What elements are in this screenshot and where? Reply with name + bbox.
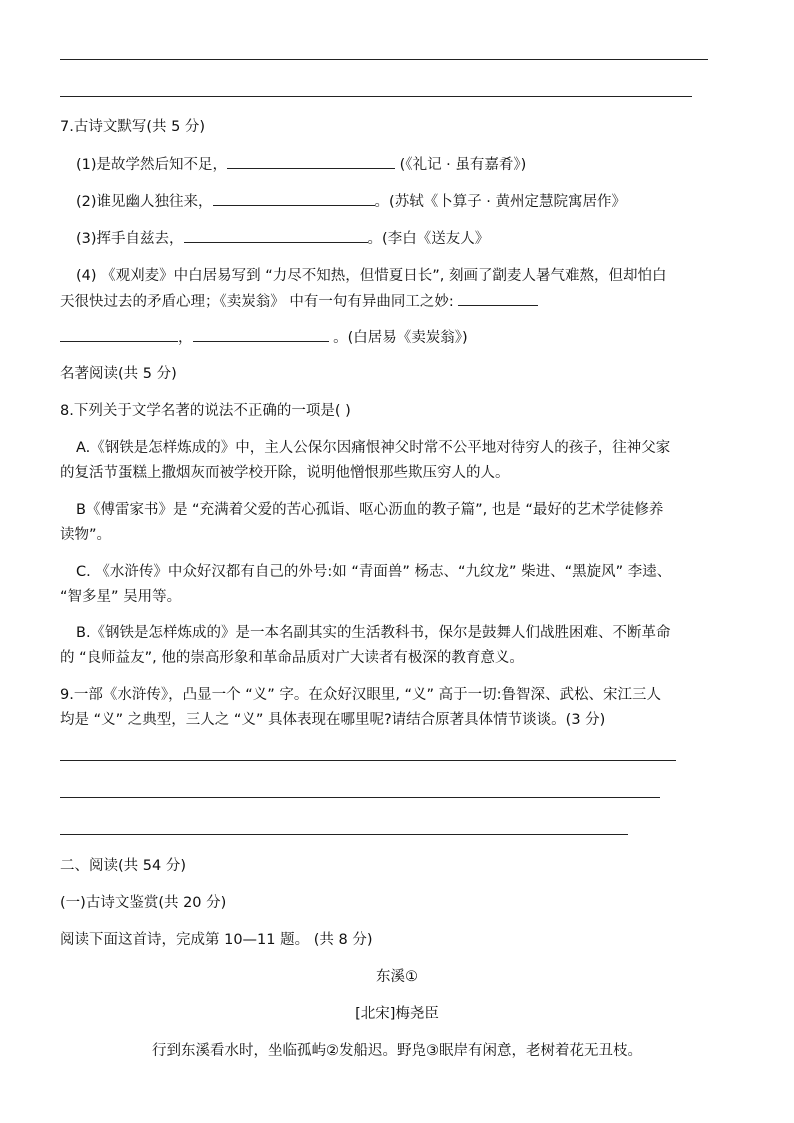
fill-blank[interactable] xyxy=(184,228,368,243)
q7-item-4-text: 天很快过去的矛盾心理；《卖炭翁》 中有一句有异曲同工之妙: xyxy=(60,294,459,310)
q7-item-1-text: (1)是故学然后知不足， xyxy=(76,157,228,173)
q7-item-4-line3 xyxy=(60,327,468,348)
q8-option-d-line2: 的 “良师益友”, 他的崇高形象和革命品质对广大读者有极深的教育意义。 xyxy=(60,650,524,666)
q7-item-1 xyxy=(76,154,526,175)
fill-blank[interactable] xyxy=(60,327,178,342)
answer-line[interactable] xyxy=(60,760,676,761)
q7-item-2-text: (2)谁见幽人独往来， xyxy=(76,194,213,210)
fill-blank[interactable] xyxy=(227,154,395,169)
answer-line[interactable] xyxy=(60,834,628,835)
q7-item-2 xyxy=(76,191,626,212)
section-title-reading: 二、阅读(共 54 分) xyxy=(60,858,186,874)
answer-line[interactable] xyxy=(60,797,660,798)
poem-line: 行到东溪看水时，坐临孤屿②发船迟。野凫③眠岸有闲意，老树着花无丑枝。 xyxy=(152,1043,642,1059)
reading-instruction: 阅读下面这首诗，完成第 10—11 题。 (共 8 分) xyxy=(60,932,373,948)
q7-item-1-source: (《礼记 · 虽有嘉肴》) xyxy=(395,157,527,173)
q8-option-d-line1: B.《钢铁是怎样炼成的》是一本名副其实的生活教科书，保尔是鼓舞人们战胜困难、不断革命 xyxy=(76,625,671,641)
q7-item-4-source: 。(白居易《卖炭翁》) xyxy=(328,330,468,346)
answer-line xyxy=(60,59,708,60)
answer-line xyxy=(60,96,692,97)
fill-blank[interactable] xyxy=(458,291,538,306)
q7-title: 7.古诗文默写(共 5 分) xyxy=(60,119,206,135)
q8-option-c-line2: “智多星” 吴用等。 xyxy=(60,589,182,605)
section-title-mingzhu: 名著阅读(共 5 分) xyxy=(60,366,177,382)
poem-author: [北宋]梅尧臣 xyxy=(355,1006,439,1022)
q7-item-4-line2 xyxy=(60,291,538,312)
q7-item-3-source: 。(李白《送友人》 xyxy=(367,231,490,247)
q7-item-3 xyxy=(76,228,489,249)
q8-title: 8.下列关于文学名著的说法不正确的一项是( ) xyxy=(60,403,351,419)
fill-blank[interactable] xyxy=(193,327,329,342)
q9-line2: 均是 “义” 之典型，三人之 “义” 具体表现在哪里呢?请结合原著具体情节谈谈。(3 分) xyxy=(60,712,606,728)
fill-blank[interactable] xyxy=(213,191,375,206)
q7-item-4-line1: (4) 《观刈麦》中白居易写到 “力尽不知热，但惜夏日长”, 刻画了劏麦人暑气难熬，但却怕白 xyxy=(76,268,667,284)
q7-item-3-text: (3)挥手自兹去， xyxy=(76,231,184,247)
subsection-title-poetry: (一)古诗文鉴赏(共 20 分) xyxy=(60,895,227,911)
q8-option-b-line2: 读物”。 xyxy=(60,527,112,543)
q9-line1: 9.一部《水浒传》，凸显一个 “义” 字。在众好汉眼里, “义” 高于一切:鲁智深、武松、宋江三人 xyxy=(60,687,662,703)
q7-item-4-comma: ， xyxy=(178,330,193,346)
poem-title: 东溪① xyxy=(376,969,418,985)
q8-option-b-line1: B《傅雷家书》是 “充满着父爱的苦心孤诣、呕心沥血的教子篇”, 也是 “最好的艺术学徒修养 xyxy=(76,502,664,518)
q8-option-c-line1: C. 《水浒传》中众好汉都有自己的外号:如 “青面兽” 杨志、“九纹龙” 柴进、“黑旋风” 李逵、 xyxy=(76,564,672,580)
q8-option-a-line2: 的复活节蛋糕上撒烟灰而被学校开除，说明他憎恨那些欺压穷人的人。 xyxy=(60,465,510,481)
q8-option-a-line1: A.《钢铁是怎样炼成的》中，主人公保尔因痛恨神父时常不公平地对待穷人的孩子，往神父家 xyxy=(76,440,671,456)
q7-item-2-source: 。(苏轼《卜算子 · 黄州定慧院寓居作》 xyxy=(374,194,627,210)
